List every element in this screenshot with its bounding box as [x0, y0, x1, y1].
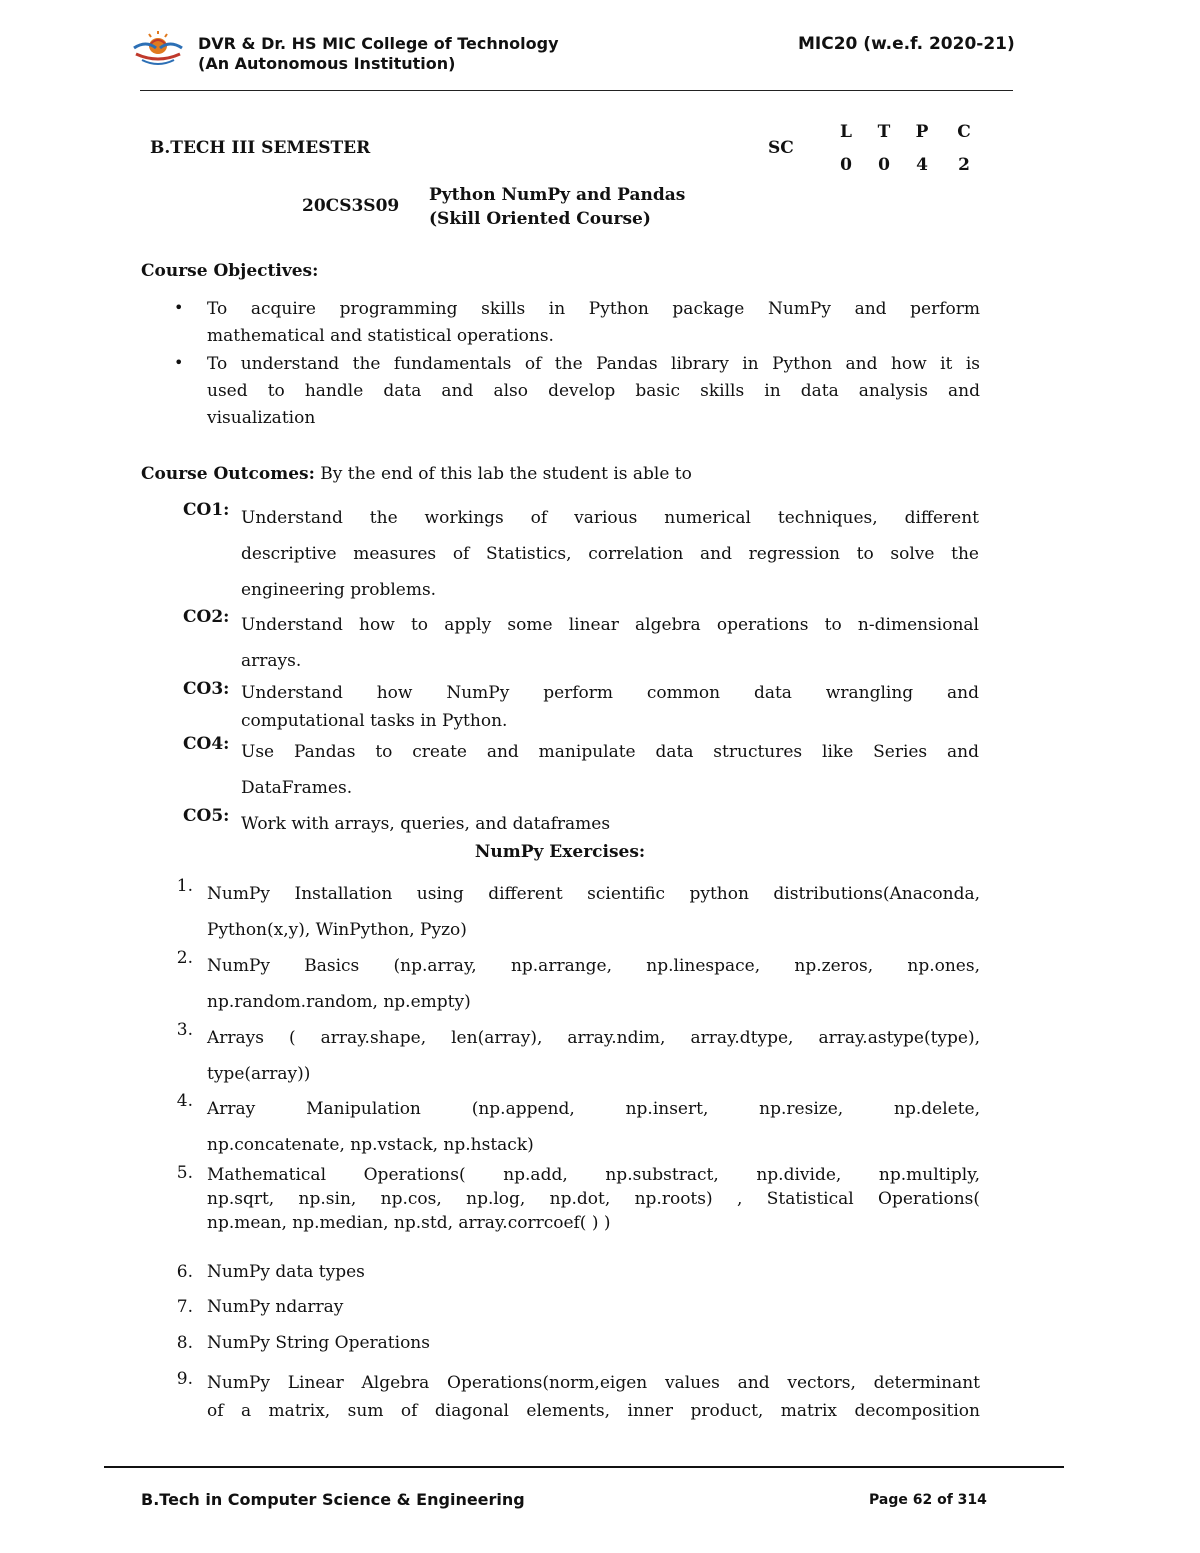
course-code: 20CS3S09 — [302, 196, 400, 216]
exercise-line: Mathematical Operations( np.add, np.substract, np.divide, np.multiply, — [207, 1165, 980, 1185]
exercise-item — [207, 1020, 980, 1092]
exercise-number: 8. — [176, 1333, 193, 1353]
co-text — [241, 607, 979, 679]
exercise-line: np.mean, np.median, np.std, array.corrcoef( ) ) — [207, 1213, 611, 1233]
objective-item — [207, 296, 980, 350]
outcomes-intro-text: By the end of this lab the student is able to — [314, 464, 692, 484]
co-line: engineering problems. — [241, 580, 437, 600]
co-line: Understand how NumPy perform common data wrangling and — [241, 683, 979, 703]
exercise-item — [207, 1369, 980, 1425]
ltpc-header-t: T — [877, 122, 891, 142]
co-label: CO2: — [183, 607, 230, 627]
exercise-number: 2. — [176, 948, 193, 968]
objective-item — [207, 351, 980, 432]
exercise-number: 1. — [176, 876, 193, 896]
exercise-number: 6. — [176, 1262, 193, 1282]
ltpc-value-p: 4 — [916, 155, 928, 175]
outcomes-intro — [141, 464, 692, 484]
objective-line: mathematical and statistical operations. — [207, 326, 554, 346]
college-emblem-icon — [132, 30, 184, 70]
exercise-item — [207, 1333, 980, 1353]
exercise-line: NumPy data types — [207, 1262, 365, 1282]
exercise-line: NumPy Linear Algebra Operations(norm,eigen values and vectors, determinant — [207, 1373, 980, 1393]
co-label: CO3: — [183, 679, 230, 699]
co-label: CO5: — [183, 806, 230, 826]
co-label: CO1: — [183, 500, 230, 520]
co-line: arrays. — [241, 651, 302, 671]
outcomes-heading: Course Outcomes: — [141, 464, 315, 484]
regulation-label: MIC20 (w.e.f. 2020-21) — [798, 34, 1015, 54]
ltpc-header-p: P — [915, 122, 929, 142]
ltpc-header-c: C — [957, 122, 971, 142]
exercise-item — [207, 1091, 980, 1163]
course-title: Python NumPy and Pandas — [429, 185, 686, 205]
course-title-subtitle: (Skill Oriented Course) — [429, 209, 651, 229]
exercise-line: NumPy ndarray — [207, 1297, 344, 1317]
exercise-line: of a matrix, sum of diagonal elements, inner product, matrix decomposition — [207, 1401, 980, 1421]
exercise-line: Arrays ( array.shape, len(array), array.ndim, array.dtype, array.astype(type), — [207, 1028, 980, 1048]
co-text — [241, 734, 979, 806]
exercise-item — [207, 1163, 980, 1235]
co-line: Understand how to apply some linear algebra operations to n-dimensional — [241, 615, 979, 635]
college-name: DVR & Dr. HS MIC College of Technology — [198, 34, 559, 53]
exercise-line: np.sqrt, np.sin, np.cos, np.log, np.dot, np.roots) , Statistical Operations( — [207, 1189, 980, 1209]
exercise-number: 5. — [176, 1163, 193, 1183]
co-text — [241, 679, 979, 735]
exercise-item — [207, 1297, 980, 1317]
exercise-line: Array Manipulation (np.append, np.insert, np.resize, np.delete, — [207, 1099, 980, 1119]
co-line: DataFrames. — [241, 778, 353, 798]
co-label: CO4: — [183, 734, 230, 754]
exercise-number: 7. — [176, 1297, 193, 1317]
exercise-line: type(array)) — [207, 1064, 311, 1084]
exercise-line: NumPy Basics (np.array, np.arrange, np.linespace, np.zeros, np.ones, — [207, 956, 980, 976]
ltpc-value-t: 0 — [878, 155, 890, 175]
co-text — [241, 500, 979, 608]
co-line: Understand the workings of various numerical techniques, different — [241, 508, 979, 528]
semester-label: B.TECH III SEMESTER — [150, 138, 371, 158]
co-line: Work with arrays, queries, and dataframes — [241, 814, 611, 834]
co-text — [241, 806, 979, 842]
bullet-icon: • — [174, 353, 184, 372]
objective-line: To acquire programming skills in Python package NumPy and perform — [207, 299, 980, 319]
exercise-line: np.concatenate, np.vstack, np.hstack) — [207, 1135, 534, 1155]
co-line: descriptive measures of Statistics, correlation and regression to solve the — [241, 544, 979, 564]
exercise-number: 4. — [176, 1091, 193, 1111]
ltpc-value-c: 2 — [958, 155, 970, 175]
exercises-heading: NumPy Exercises: — [474, 842, 646, 862]
bullet-icon: • — [174, 298, 184, 317]
footer-program: B.Tech in Computer Science & Engineering — [141, 1490, 525, 1509]
page-number: Page 62 of 314 — [869, 1492, 987, 1508]
exercise-item — [207, 1262, 980, 1282]
ltpc-value-l: 0 — [840, 155, 852, 175]
college-subtitle: (An Autonomous Institution) — [198, 54, 456, 73]
ltpc-header-l: L — [840, 122, 852, 142]
exercise-item — [207, 876, 980, 948]
exercise-item — [207, 948, 980, 1020]
footer-divider — [104, 1466, 1064, 1468]
co-line: computational tasks in Python. — [241, 711, 508, 731]
co-line: Use Pandas to create and manipulate data structures like Series and — [241, 742, 979, 762]
exercise-number: 9. — [176, 1369, 193, 1389]
objective-line: To understand the fundamentals of the Pandas library in Python and how it is — [207, 354, 980, 374]
header-divider — [140, 90, 1013, 91]
exercise-number: 3. — [176, 1020, 193, 1040]
exercise-line: Python(x,y), WinPython, Pyzo) — [207, 920, 467, 940]
course-category: SC — [768, 138, 794, 158]
objective-line: used to handle data and also develop basic skills in data analysis and — [207, 381, 980, 401]
objectives-heading: Course Objectives: — [141, 261, 319, 281]
exercise-line: NumPy String Operations — [207, 1333, 430, 1353]
exercise-line: NumPy Installation using different scientific python distributions(Anaconda, — [207, 884, 980, 904]
objective-line: visualization — [207, 408, 316, 428]
exercise-line: np.random.random, np.empty) — [207, 992, 471, 1012]
